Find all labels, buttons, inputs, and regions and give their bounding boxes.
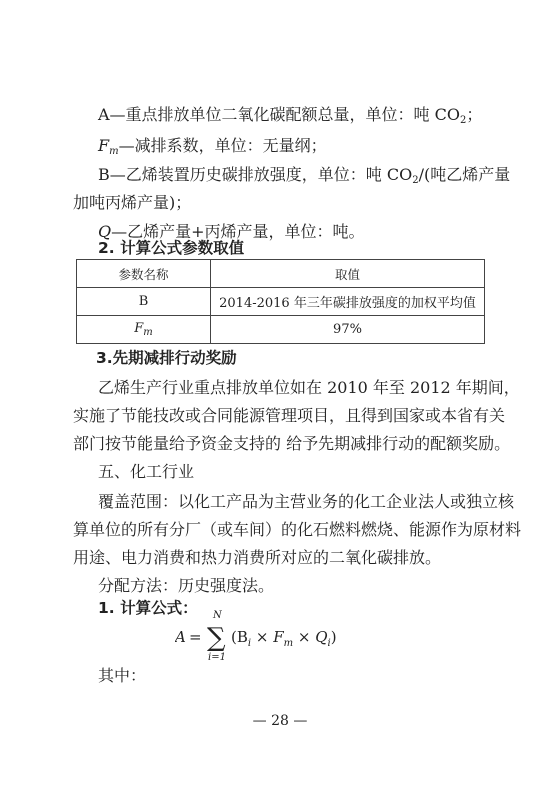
table-cell-value: 97% bbox=[211, 316, 485, 344]
definition-q-text: —乙烯产量+丙烯产量，单位：吨。 bbox=[111, 222, 365, 241]
table-header-value: 取值 bbox=[211, 260, 485, 288]
section-3-paragraph-line: 乙烯生产行业重点排放单位如在 2010 年至 2012 年期间， bbox=[98, 378, 520, 397]
parameter-table bbox=[76, 259, 485, 344]
formula-equals: = bbox=[189, 628, 202, 646]
q-symbol: Q bbox=[98, 222, 112, 241]
co2-subscript: 2 bbox=[460, 115, 467, 126]
definition-b-text: B—乙烯装置历史碳排放强度，单位：吨 CO bbox=[98, 165, 413, 184]
formula-title: 1. 计算公式： bbox=[98, 599, 198, 617]
sum-sign-icon: ∑ bbox=[207, 623, 226, 653]
definition-b-continued: 加吨丙烯产量)； bbox=[73, 193, 192, 212]
allocation-formula bbox=[175, 606, 375, 662]
formula-body: $(B_i \times F_m \times Q_i)$ bbox=[231, 628, 337, 649]
table-row bbox=[77, 316, 485, 344]
coverage-paragraph-line: 用途、电力消费和热力消费所对应的二氧化碳排放。 bbox=[73, 548, 442, 567]
co2-subscript: 2 bbox=[412, 175, 419, 186]
formula-lhs: A bbox=[175, 628, 186, 646]
definition-a bbox=[98, 105, 482, 131]
section-3-paragraph-line: 实施了节能技改或合同能源管理项目，且得到国家或本省有关 bbox=[73, 406, 506, 425]
definition-fm bbox=[98, 136, 327, 162]
where-label: 其中： bbox=[98, 666, 147, 685]
table-header-row bbox=[77, 260, 485, 288]
fm-subscript: m bbox=[109, 146, 119, 157]
chapter-5-title: 五、化工行业 bbox=[98, 462, 195, 481]
section-3-title: 3.先期减排行动奖励 bbox=[96, 349, 237, 367]
definition-b bbox=[98, 165, 510, 191]
definition-b-tail: /(吨乙烯产量 bbox=[418, 165, 511, 184]
definition-a-text: A—重点排放单位二氧化碳配额总量，单位：吨 CO bbox=[98, 105, 461, 124]
definition-fm-text: —减排系数，单位：无量纲； bbox=[118, 136, 327, 155]
section-3-paragraph-line: 部门按节能量给予资金支持的 给予先期减排行动的配额奖励。 bbox=[73, 434, 511, 453]
section-2-title: 2. 计算公式参数取值 bbox=[98, 239, 245, 257]
allocation-method: 分配方法：历史强度法。 bbox=[98, 576, 275, 595]
table-cell-value: 2014-2016 年三年碳排放强度的加权平均值 bbox=[211, 288, 485, 316]
page-number: — 28 — bbox=[252, 713, 308, 729]
table-cell-name: $F_m$ bbox=[77, 316, 211, 344]
table-header-name: 参数名称 bbox=[77, 260, 211, 288]
sum-upper-limit: N bbox=[213, 610, 222, 621]
coverage-paragraph-line: 覆盖范围：以化工产品为主营业务的化工企业法人或独立核 bbox=[98, 492, 515, 511]
sum-lower-limit: i=1 bbox=[208, 652, 226, 662]
definition-a-tail: ； bbox=[466, 105, 483, 124]
fm-symbol: F bbox=[98, 136, 110, 155]
table-row bbox=[77, 288, 485, 316]
table-cell-name: B bbox=[77, 288, 211, 316]
coverage-paragraph-line: 算单位的所有分厂（或车间）的化石燃料燃烧、能源作为原材料 bbox=[73, 520, 522, 539]
